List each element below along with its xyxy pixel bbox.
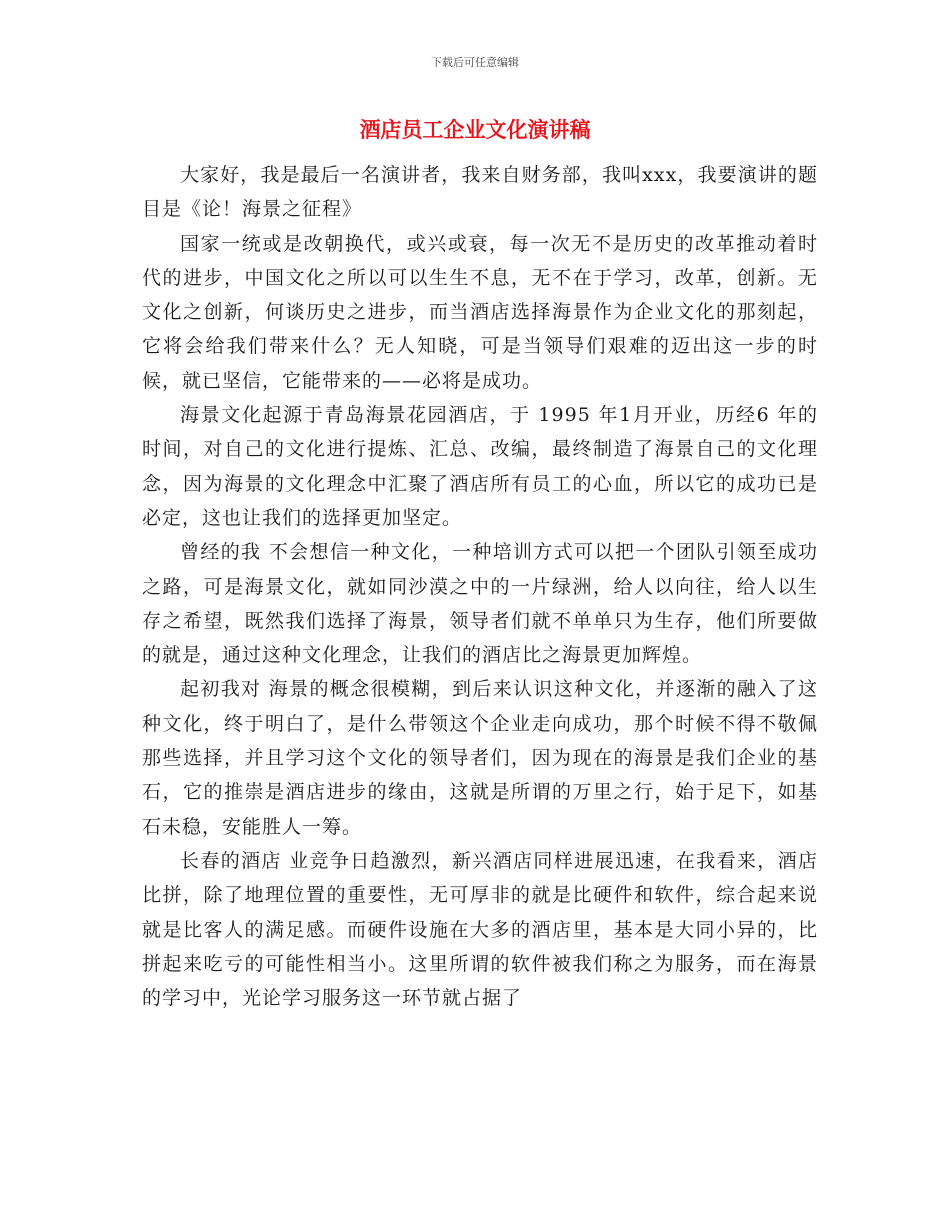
paragraph: 起初我对 海景的概念很模糊，到后来认识这种文化，并逐渐的融入了这种文化，终于明白了，是什么带领这个企业走向成功，那个时候不得不敬佩那些选择，并且学习这个文化的领导者们，因为现在的海景是我们企业的基石，它的推崇是酒店进步的缘由，这就是所谓的万里之行，始于足下，如基石未稳，安能胜人一筹。 xyxy=(142,678,818,838)
document-title: 酒店员工企业文化演讲稿 xyxy=(359,117,591,142)
document-body xyxy=(142,158,818,1015)
paragraph: 曾经的我 不会想信一种文化，一种培训方式可以把一个团队引领至成功之路，可是海景文化，就如同沙漠之中的一片绿洲，给人以向往，给人以生存之希望，既然我们选择了海景，领导者们就不单单只为生存，他们所要做的就是，通过这种文化理念，让我们的酒店比之海景更加辉煌。 xyxy=(142,541,818,667)
paragraph: 大家好，我是最后一名演讲者，我来自财务部，我叫xxx，我要演讲的题目是《论！海景之征程》 xyxy=(142,164,818,221)
paragraph: 国家一统或是改朝换代，或兴或衰，每一次无不是历史的改革推动着时代的进步，中国文化之所以可以生生不息，无不在于学习，改革，创新。无文化之创新，何谈历史之进步，而当酒店选择海景作为企业文化的那刻起，它将会给我们带来什么？无人知晓，可是当领导们艰难的迈出这一步的时候，就已坚信，它能带来的——必将是成功。 xyxy=(142,232,818,392)
paragraph: 长春的酒店 业竞争日趋激烈，新兴酒店同样进展迅速，在我看来，酒店比拼，除了地理位置的重要性，无可厚非的就是比硬件和软件，综合起来说就是比客人的满足感。而硬件设施在大多的酒店里，基本是大同小异的，比拼起来吃亏的可能性相当小。这里所谓的软件被我们称之为服务，而在海景的学习中，光论学习服务这一环节就占据了 xyxy=(142,849,818,1010)
paragraph: 海景文化起源于青岛海景花园酒店，于 1995 年1月开业，历经6 年的时间，对自己的文化进行提炼、汇总、改编，最终制造了海景自己的文化理念，因为海景的文化理念中汇聚了酒店所有员工的心血，所以它的成功已是必定，这也让我们的选择更加坚定。 xyxy=(142,404,818,529)
header-note: 下载后可任意编辑 xyxy=(431,56,519,69)
